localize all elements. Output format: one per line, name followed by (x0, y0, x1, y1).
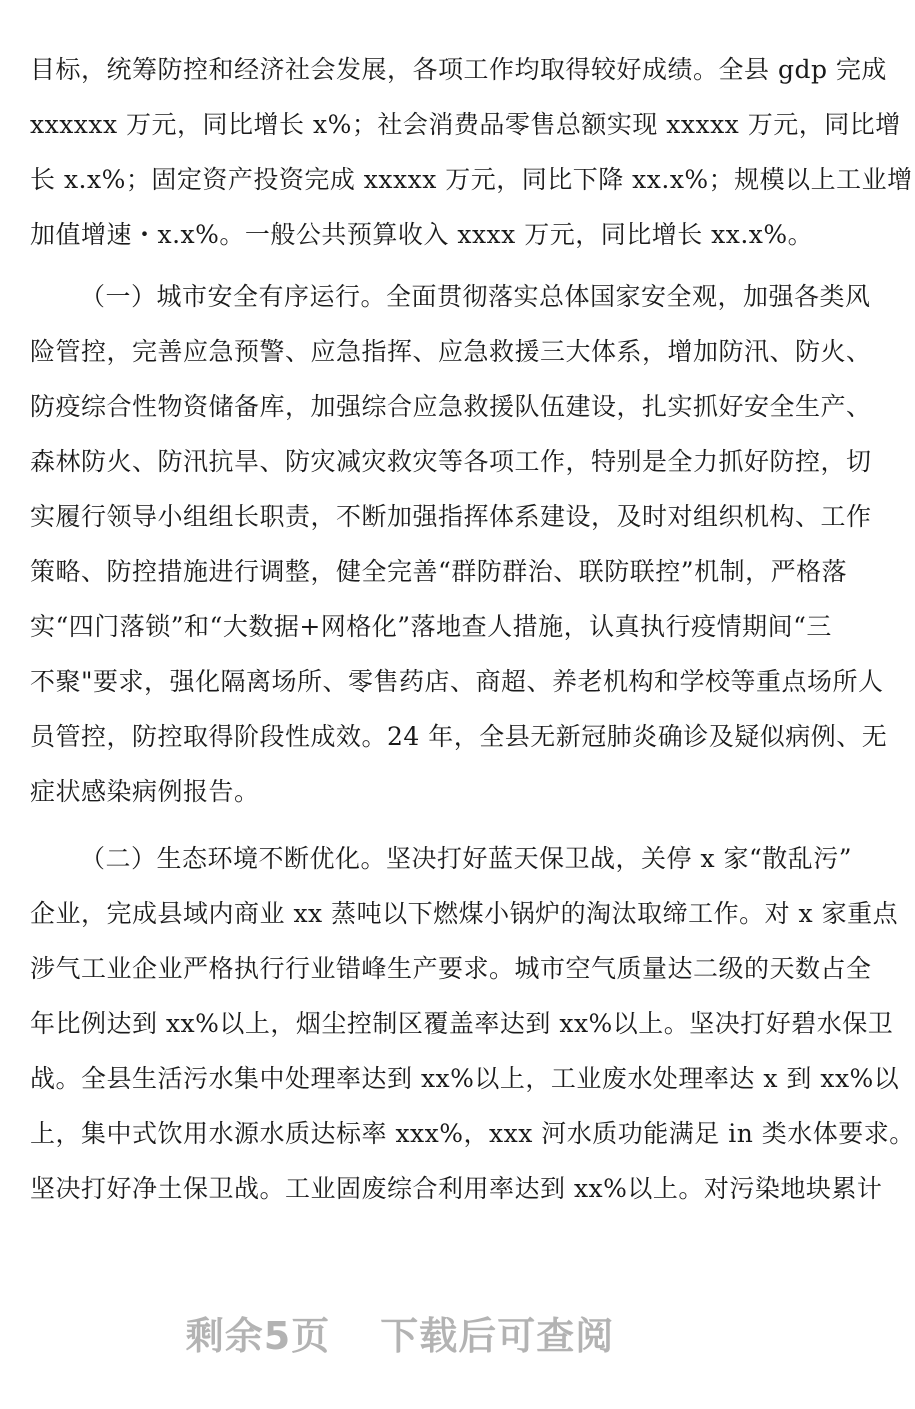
body-line-14: 症状感染病例报告。 (30, 777, 260, 806)
body-line-8: 森林防火、防汛抗旱、防灾减灾救灾等各项工作，特别是全力抓好防控，切 (30, 447, 872, 476)
download-prompt[interactable] (0, 1305, 800, 1360)
body-line-10: 策略、防控措施进行调整，健全完善“群防群治、联防联控”机制，严格落 (30, 557, 848, 586)
body-line-13: 员管控，防控取得阶段性成效。24 年，全县无新冠肺炎确诊及疑似病例、无 (30, 722, 888, 751)
body-line-4: 加值增速・x.x%。一般公共预算收入 xxxx 万元，同比增长 xx.x%。 (30, 220, 814, 249)
body-line-3: 长 x.x%；固定资产投资完成 xxxxx 万元，同比下降 xx.x%；规模以上工业增 (30, 165, 913, 194)
body-line-1: 目标，统筹防控和经济社会发展，各项工作均取得较好成绩。全县 gdp 完成 (30, 55, 887, 84)
body-line-12: 不聚"要求，强化隔离场所、零售药店、商超、养老机构和学校等重点场所人 (30, 667, 884, 696)
download-to-view-text: 下载后可查阅 (380, 1314, 615, 1358)
body-line-21: 坚决打好净土保卫战。工业固废综合利用率达到 xx%以上。对污染地块累计 (30, 1174, 883, 1203)
section-2-heading-line: （二）生态环境不断优化。坚决打好蓝天保卫战，关停 x 家“散乱污” (80, 844, 853, 873)
body-line-18: 年比例达到 xx%以上，烟尘控制区覆盖率达到 xx%以上。坚决打好碧水保卫 (30, 1009, 894, 1038)
body-line-17: 涉气工业企业严格执行行业错峰生产要求。城市空气质量达二级的天数占全 (30, 954, 872, 983)
remaining-pages-text: 剩余5页 (185, 1314, 331, 1358)
body-line-7: 防疫综合性物资储备库，加强综合应急救援队伍建设，扎实抓好安全生产、 (30, 392, 872, 421)
body-line-16: 企业，完成县域内商业 xx 蒸吨以下燃煤小锅炉的淘汰取缔工作。对 x 家重点 (30, 899, 899, 928)
body-line-11: 实“四门落锁”和“大数据+网格化”落地查人措施，认真执行疫情期间“三 (30, 612, 832, 641)
body-line-6: 险管控，完善应急预警、应急指挥、应急救援三大体系，增加防汛、防火、 (30, 337, 872, 366)
section-1-heading-line: （一）城市安全有序运行。全面贯彻落实总体国家安全观，加强各类风 (80, 282, 871, 311)
body-line-19: 战。全县生活污水集中处理率达到 xx%以上，工业废水处理率达 x 到 xx%以 (30, 1064, 900, 1093)
body-line-9: 实履行领导小组组长职责，不断加强指挥体系建设，及时对组织机构、工作 (30, 502, 872, 531)
body-line-20: 上，集中式饮用水源水质达标率 xxx%，xxx 河水质功能满足 in 类水体要求。 (30, 1119, 915, 1148)
body-line-2: xxxxxx 万元，同比增长 x%；社会消费品零售总额实现 xxxxx 万元，同比增 (30, 110, 901, 139)
